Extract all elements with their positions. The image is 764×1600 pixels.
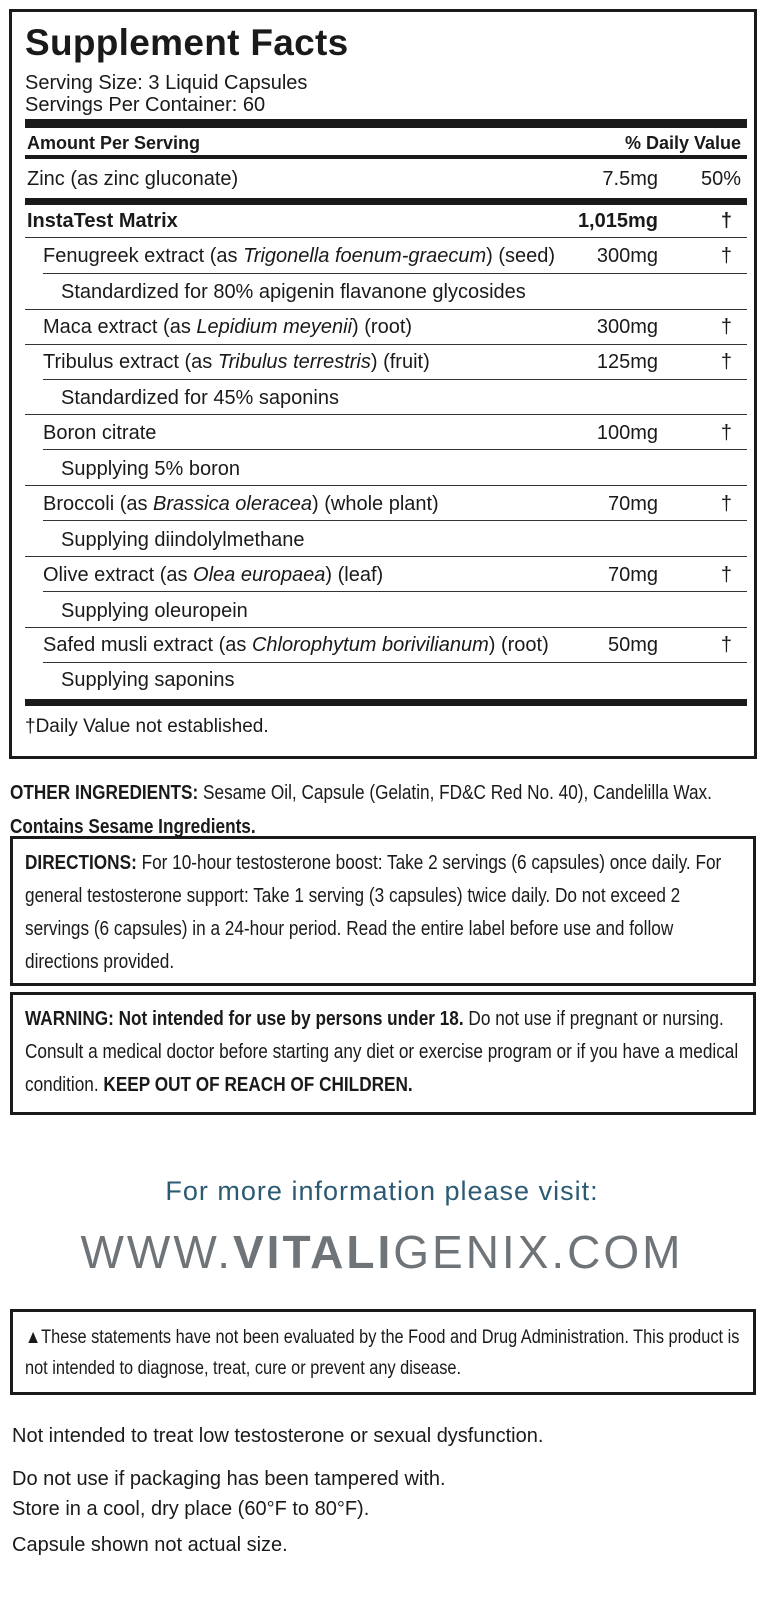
zinc-amount: 7.5mg <box>602 168 658 190</box>
zinc-name: Zinc (as zinc gluconate) <box>27 168 239 190</box>
boron-amount: 100mg <box>596 422 658 444</box>
row-divider <box>25 627 747 628</box>
dv-footnote: †Daily Value not established. <box>25 716 269 737</box>
broccoli-sub: Supplying diindolylmethane <box>61 529 305 551</box>
row-divider <box>25 344 747 345</box>
thick-divider <box>25 119 747 128</box>
tribulus-sub: Standardized for 45% saponins <box>61 387 339 409</box>
boron-dv: † <box>720 422 732 444</box>
other-ingredients-text: Sesame Oil, Capsule (Gelatin, FD&C Red No. 40), Candelilla Wax. <box>198 782 712 804</box>
row-divider <box>43 520 747 521</box>
warning-label: WARNING: Not intended for use by persons under 18. <box>25 1008 464 1030</box>
row-divider <box>43 662 747 663</box>
row-divider <box>25 237 747 238</box>
visit-text: For more information please visit: <box>165 1176 599 1206</box>
directions-label: DIRECTIONS: <box>25 852 137 874</box>
row-divider <box>43 591 747 592</box>
facts-title: Supplement Facts <box>25 22 349 63</box>
note-capsule-size: Capsule shown not actual size. <box>12 1534 288 1556</box>
fenugreek-name: Fenugreek extract (as Trigonella foenum-graecum) (seed) <box>43 245 556 267</box>
maca-amount: 300mg <box>596 316 658 338</box>
boron-sub: Supplying 5% boron <box>61 458 241 480</box>
safed-name: Safed musli extract (as Chlorophytum borivilianum) (root) <box>43 634 549 656</box>
boron-name: Boron citrate <box>43 422 157 444</box>
other-ingredients <box>10 776 712 844</box>
maca-name: Maca extract (as Lepidium meyenii) (root) <box>43 316 413 338</box>
thick-divider <box>25 198 747 205</box>
row-divider <box>43 273 747 274</box>
note-low-testosterone: Not intended to treat low testosterone or sexual dysfunction. <box>12 1425 544 1447</box>
row-divider <box>43 449 747 450</box>
broccoli-dv: † <box>720 493 732 515</box>
directions-text: For 10-hour testosterone boost: Take 2 servings (6 capsules) once daily. For general testosterone support: Take 1 serving (3 capsules) twice daily. Do not exceed 2 servings (6 capsules) in a 24-hour period. Read the entire label before use and follow directions provided. <box>25 852 722 973</box>
olive-name: Olive extract (as Olea europaea) (leaf) <box>43 564 384 586</box>
serving-size: Serving Size: 3 Liquid Capsules <box>25 72 308 94</box>
warning-box <box>10 992 756 1115</box>
note-tampered: Do not use if packaging has been tampered with. <box>12 1468 446 1490</box>
matrix-amount: 1,015mg <box>577 210 658 232</box>
safed-amount: 50mg <box>607 634 658 656</box>
medium-divider <box>25 155 747 159</box>
fda-disclaimer-box <box>10 1309 756 1395</box>
fenugreek-dv: † <box>720 245 732 267</box>
directions-box <box>10 836 756 986</box>
servings-per-container: Servings Per Container: 60 <box>25 94 266 116</box>
fda-disclaimer-text: ▲These statements have not been evaluated by the Food and Drug Administration. This product is not intended to diagnose, treat, cure or prevent any disease. <box>25 1327 740 1379</box>
broccoli-amount: 70mg <box>607 493 658 515</box>
header-amount: Amount Per Serving <box>27 133 201 153</box>
olive-sub: Supplying oleuropein <box>61 600 248 622</box>
safed-sub: Supplying saponins <box>61 669 235 691</box>
row-divider <box>25 556 747 557</box>
keep-out-of-reach: KEEP OUT OF REACH OF CHILDREN. <box>103 1074 413 1096</box>
matrix-name: InstaTest Matrix <box>27 210 178 232</box>
tribulus-amount: 125mg <box>596 351 658 373</box>
note-storage: Store in a cool, dry place (60°F to 80°F). <box>12 1498 370 1520</box>
fenugreek-amount: 300mg <box>596 245 658 267</box>
row-divider <box>25 485 747 486</box>
other-ingredients-label: OTHER INGREDIENTS: <box>10 782 199 804</box>
maca-dv: † <box>720 316 732 338</box>
fenugreek-sub: Standardized for 80% apigenin flavanone glycosides <box>61 281 526 303</box>
website-url[interactable]: WWW.VITALIGENIX.COM <box>80 1226 684 1278</box>
row-divider <box>25 309 747 310</box>
tribulus-dv: † <box>720 351 732 373</box>
row-divider <box>43 379 747 380</box>
olive-dv: † <box>720 564 732 586</box>
olive-amount: 70mg <box>607 564 658 586</box>
row-divider <box>25 414 747 415</box>
tribulus-name: Tribulus extract (as Tribulus terrestris) (fruit) <box>43 351 430 373</box>
thick-divider <box>25 699 747 706</box>
warning-text: Do not use if pregnant or nursing. Consult a medical doctor before starting any diet or exercise program or if you have a medical condition. <box>25 1008 739 1096</box>
matrix-dv: † <box>720 210 732 232</box>
supplement-facts-panel <box>9 9 757 759</box>
header-daily-value: % Daily Value <box>624 133 741 153</box>
contains-sesame: Contains Sesame Ingredients. <box>10 816 256 838</box>
safed-dv: † <box>720 634 732 656</box>
broccoli-name: Broccoli (as Brassica oleracea) (whole plant) <box>43 493 439 515</box>
zinc-dv: 50% <box>700 168 741 190</box>
